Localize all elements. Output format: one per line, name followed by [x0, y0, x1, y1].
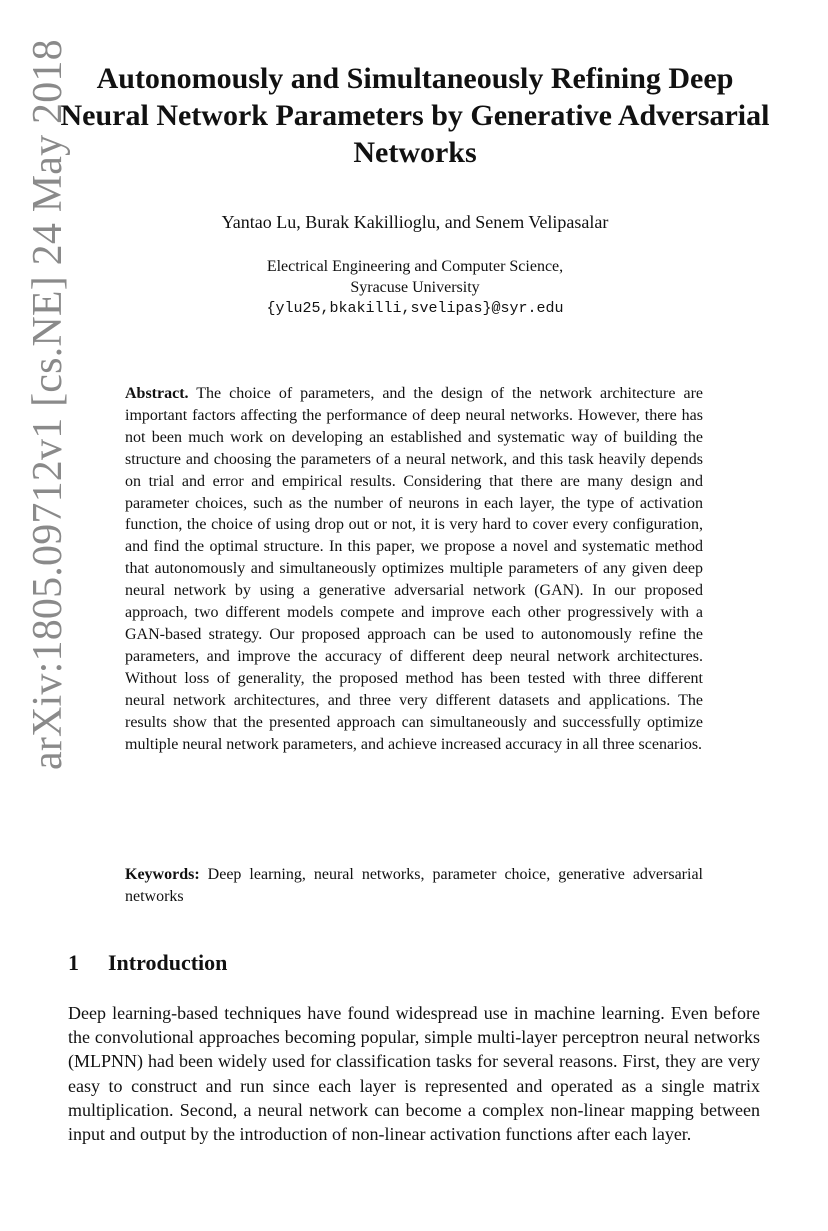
paper-title: Autonomously and Simultaneously Refining Deep Neural Network Parameters by Generative Adversarial Networks: [60, 62, 770, 169]
author-emails: {ylu25,bkakilli,svelipas}@syr.edu: [266, 300, 564, 317]
author-list: Yantao Lu, Burak Kakillioglu, and Senem Velipasalar: [221, 212, 609, 232]
keywords: [125, 864, 703, 908]
section-number: 1: [68, 950, 79, 975]
introduction-paragraph: Deep learning-based techniques have found widespread use in machine learning. Even before the convolutional approaches becoming popular, simple multi-layer perceptron neural networks (MLPNN) had been widely used for classification tasks for several reasons. First, they are very easy to construct and run since each layer is represented and operated as a single matrix multiplication. Second, a neural network can become a complex non-linear mapping between input and output by the introduction of non-linear activation functions after each layer.: [68, 1003, 760, 1145]
keywords-label: Keywords:: [125, 866, 200, 883]
section-heading-introduction: [68, 950, 227, 976]
affiliation-block: [60, 256, 770, 319]
abstract-label: Abstract.: [125, 385, 189, 402]
keywords-body: Deep learning, neural networks, parameter choice, generative adversarial networks: [125, 866, 704, 905]
arxiv-identifier: arXiv:1805.09712v1 [cs.NE] 24 May 2018: [25, 39, 71, 770]
affiliation-department: Electrical Engineering and Computer Science,: [266, 258, 564, 275]
section-title: Introduction: [108, 950, 228, 975]
abstract-body: The choice of parameters, and the design of the network architecture are important factors affecting the performance of deep neural networks. However, there has not been much work on developing an established and systematic way of building the structure and choosing the parameters of a neural network, and this task heavily depends on trial and error and empirical results. Considering that there are many design and parameter choices, such as the number of neurons in each layer, the type of activation function, the choice of using drop out or not, it is very hard to cover every configuration, and find the optimal structure. In this paper, we propose a novel and systematic method that autonomously and simultaneously optimizes multiple parameters of any given deep neural network by using a generative adversarial network (GAN). In our proposed approach, two different models compete and improve each other progressively with a GAN-based strategy. Our proposed approach can be used to autonomously refine the parameters, and improve the accuracy of different deep neural network architectures. Without loss of generality, the proposed method has been tested with three different neural network architectures, and three very different datasets and applications. The results show that the presented approach can simultaneously and successfully optimize multiple neural network parameters, and achieve increased accuracy in all three scenarios.: [125, 385, 703, 753]
abstract: [125, 383, 703, 755]
affiliation-university: Syracuse University: [350, 279, 480, 296]
